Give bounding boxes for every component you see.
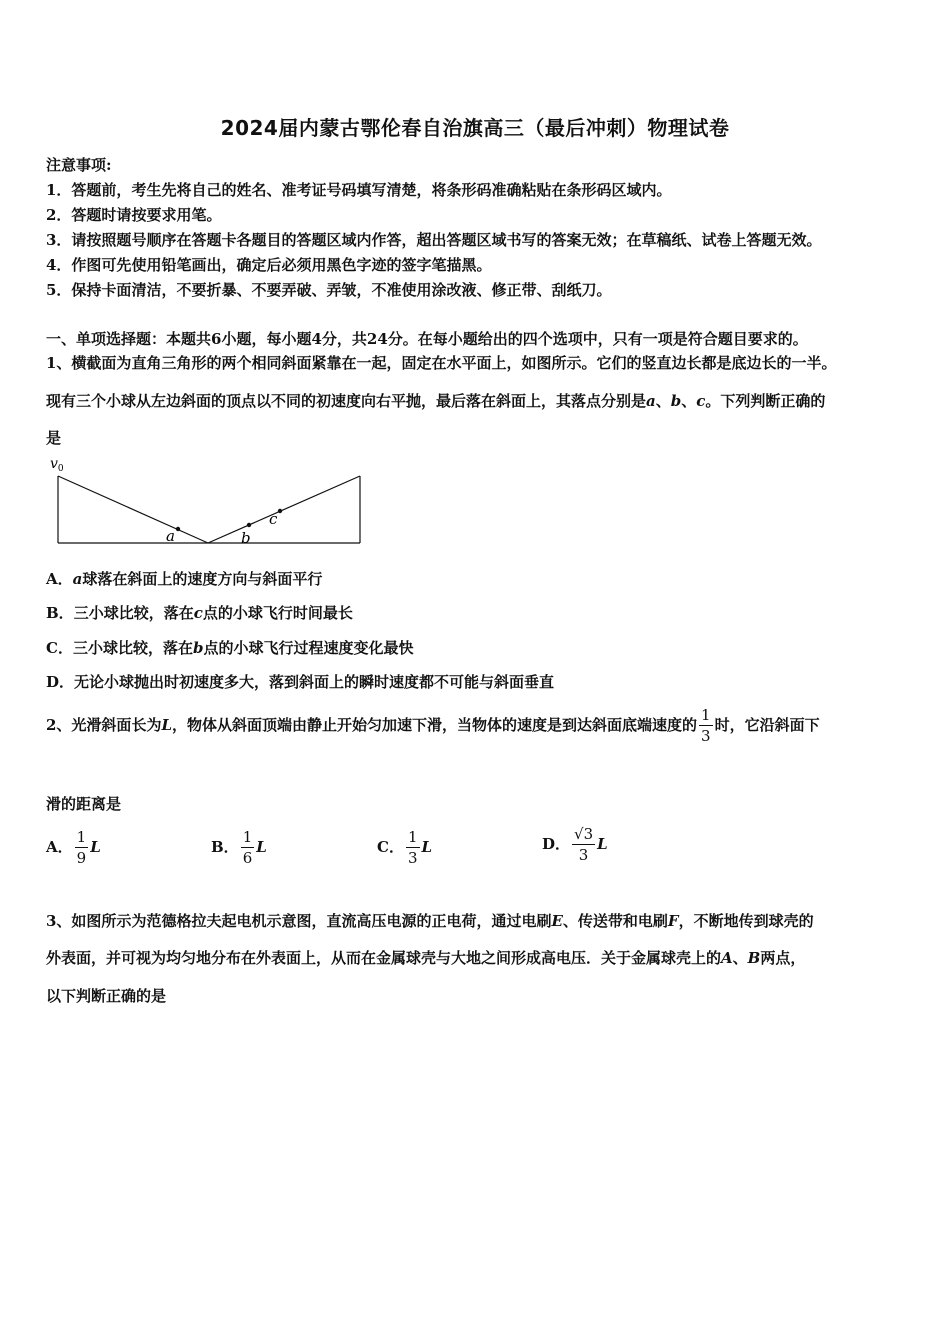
q1-option-c: C．三小球比较，落在b点的小球飞行过程速度变化最快 <box>46 639 414 657</box>
point-b <box>247 523 251 527</box>
notice-item-4: 4．作图可先使用铅笔画出，确定后必须用黑色字迹的签字笔描黑。 <box>46 256 492 274</box>
q2-stem-line2: 滑的距离是 <box>46 795 122 813</box>
q1-stem-line2: 现有三个小球从左边斜面的顶点以不同的初速度向右平抛，最后落在斜面上，其落点分别是a、b、c。下列判断正确的 <box>46 392 826 410</box>
q2-stem-line1: 2、光滑斜面长为L，物体从斜面顶端由静止开始匀加速下滑，当物体的速度是到达斜面底端速度的 $\frac{1}{3}$ 时，它沿斜面下 <box>46 706 820 745</box>
q1-stem-line3: 是 <box>46 429 62 447</box>
q3-stem-line2: 外表面，并可视为均匀地分布在外表面上，从而在金属球壳与大地之间形成高电压．关于金属球壳上的A、B两点， <box>46 949 806 967</box>
left-slope <box>58 476 208 543</box>
q2-option-c: C． $\frac{1}{3}$ L <box>377 828 433 867</box>
q2-option-a: A． $\frac{1}{9}$ L <box>46 828 101 867</box>
label-a: a <box>166 527 175 545</box>
q3-stem-line3: 以下判断正确的是 <box>46 987 167 1005</box>
q2-option-b: B． $\frac{1}{6}$ L <box>211 828 267 867</box>
q1-inclines-figure <box>44 452 374 552</box>
q1-stem-line1: 1、横截面为直角三角形的两个相同斜面紧靠在一起，固定在水平面上，如图所示。它们的竖直边长都是底边长的一半。 <box>46 354 837 372</box>
notice-item-5: 5．保持卡面清洁，不要折暴、不要弄破、弄皱，不准使用涂改液、修正带、刮纸刀。 <box>46 281 612 299</box>
q1-option-a: A．a球落在斜面上的速度方向与斜面平行 <box>46 570 323 588</box>
right-slope <box>208 476 360 543</box>
q1-option-b: B．三小球比较，落在c点的小球飞行时间最长 <box>46 604 353 622</box>
notice-heading: 注意事项: <box>46 156 112 174</box>
label-b: b <box>241 529 251 547</box>
exam-title: 2024届内蒙古鄂伦春自治旗高三（最后冲刺）物理试卷 <box>220 116 730 140</box>
point-c <box>278 509 282 513</box>
section1-heading: 一、单项选择题：本题共6小题，每小题4分，共24分。在每小题给出的四个选项中，只有一项是符合题目要求的。 <box>46 330 808 348</box>
point-a <box>176 527 180 531</box>
q2-fraction: $\frac{1}{3}$ <box>701 706 711 745</box>
q3-stem-line1: 3、如图所示为范德格拉夫起电机示意图，直流高压电源的正电荷，通过电刷E、传送带和电刷F，不断地传到球壳的 <box>46 912 814 930</box>
notice-item-3: 3．请按照题号顺序在答题卡各题目的答题区域内作答，超出答题区域书写的答案无效；在草稿纸、试卷上答题无效。 <box>46 231 822 249</box>
notice-item-2: 2．答题时请按要求用笔。 <box>46 206 222 224</box>
q2-option-d: D． $\frac{√3}{3}$ L <box>542 825 608 864</box>
notice-item-1: 1．答题前，考生先将自己的姓名、准考证号码填写清楚，将条形码准确粘贴在条形码区域内。 <box>46 181 672 199</box>
label-c: c <box>269 510 278 528</box>
q1-option-d: D．无论小球抛出时初速度多大，落到斜面上的瞬时速度都不可能与斜面垂直 <box>46 673 555 691</box>
v0-label: $v_0$ <box>50 456 64 474</box>
